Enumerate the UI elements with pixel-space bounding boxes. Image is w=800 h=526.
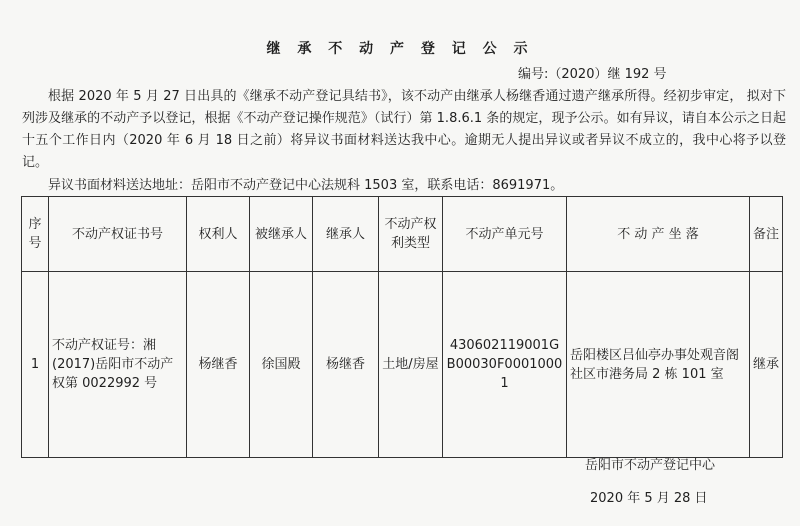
cell-decedent: 徐国殿 <box>250 272 313 458</box>
signature-org: 岳阳市不动产登记中心 <box>585 458 716 473</box>
objection-address: 异议书面材料送达地址：岳阳市不动产登记中心法规科 1503 室，联系电话：8691971。 <box>48 178 564 193</box>
header-owner: 权利人 <box>187 197 250 272</box>
cell-right-type: 土地/房屋 <box>379 272 443 458</box>
signature-date: 2020 年 5 月 28 日 <box>590 491 708 506</box>
cell-owner: 杨继香 <box>187 272 250 458</box>
cell-remark: 继承 <box>750 272 783 458</box>
header-heir: 继承人 <box>313 197 379 272</box>
table-row <box>22 272 783 458</box>
cell-location: 岳阳楼区吕仙亭办事处观音阁社区市港务局 2 栋 101 室 <box>567 272 750 458</box>
document-number: 编号:（2020）继 192 号 <box>518 67 667 82</box>
header-right-type: 不动产权利类型 <box>379 197 443 272</box>
notice-paragraph: 根据 2020 年 5 月 27 日出具的《继承不动产登记具结书》，该不动产由继承人杨继香通过遗产继承所得。经初步审定， 拟对下列涉及继承的不动产予以登记，根据《不动产登记操作规范》（试行）第 1.8.6.1 条的规定，现予公示。如有异议，请自本公示之日起十五个工作日内（2020 年 6 月 18 日之前）将异议书面材料送达我中心。逾期无人提出异议或者异议不成立的，我中心将予以登记。 <box>22 89 786 170</box>
header-certificate: 不动产权证书号 <box>49 197 187 272</box>
header-remark: 备注 <box>750 197 783 272</box>
cell-heir: 杨继香 <box>313 272 379 458</box>
property-table <box>21 196 783 458</box>
page-title: 继 承 不 动 产 登 记 公 示 <box>266 41 534 57</box>
header-no: 序号 <box>22 197 49 272</box>
header-unit-no: 不动产单元号 <box>443 197 567 272</box>
cell-unit-no: 430602119001GB00030F00010001 <box>443 272 567 458</box>
header-decedent: 被继承人 <box>250 197 313 272</box>
table-header-row <box>22 197 783 272</box>
cell-certificate: 不动产权证号：湘(2017)岳阳市不动产权第 0022992 号 <box>49 272 187 458</box>
cell-no: 1 <box>22 272 49 458</box>
header-location: 不 动 产 坐 落 <box>567 197 750 272</box>
